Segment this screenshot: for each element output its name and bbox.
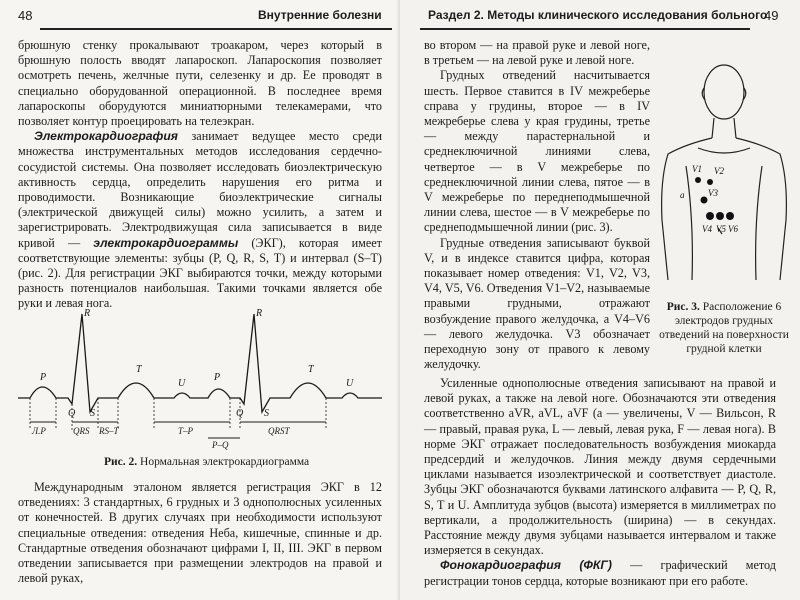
figure2-caption: Рис. 2. Нормальная электрокардиограмма: [104, 456, 310, 468]
head-outline: [704, 65, 744, 119]
term-phonocardiography: Фонокардиография (ФКГ): [440, 558, 612, 573]
ecg-interval-tp: T–P: [178, 426, 194, 436]
ecg-label-s: S: [90, 408, 95, 419]
right-page-number: 49: [764, 8, 779, 23]
paragraph-leads: Международным эталоном является регистрация ЭКГ в 12 отведениях: 3 стандартных, 6 грудных и 3 однополюсных усиленных от конечностей. В других случаях при необходимости используют специальные отведения: отведения Неба, кишечные, спинные и др. Стандартные отведения обозначают цифрами I, II, III. ЭКГ в первом отведении записывается при размещении электродов на правой и левой руках,: [18, 480, 382, 586]
paragraph-lead-notation: Грудные отведения записывают буквой V, и в индексе ставится цифра, которая показывает номер отведения: V1, V2, V3, V4, V5, V6. Отведения V1–V2, называемые правыми грудными, отражают возбуждение правого желудочка, а V4–V6 — левого желудочка. V3 обозначает переходную зону от правого к левому желудочку.: [424, 235, 650, 372]
ecg-label-t2: T: [308, 364, 314, 375]
ecg-interval-p: Л.P: [32, 426, 46, 436]
electrode-v6: [726, 212, 734, 220]
ecg-label-t: T: [136, 364, 142, 375]
term-electrocardiogram: электрокардиограммы: [93, 235, 239, 250]
label-v1: V1: [692, 164, 702, 174]
ecg-interval-pq: P–Q: [212, 440, 229, 450]
paragraph-phonocardiography: Фонокардиография (ФКГ) — графический метод регистрации тонов сердца, которые возникают при его работе.: [424, 558, 776, 588]
label-v5: V5: [716, 224, 726, 234]
left-text-top: [18, 38, 382, 312]
right-running-head: Раздел 2. Методы клинического исследования больного: [428, 8, 768, 22]
label-v2: V2: [714, 166, 724, 176]
paragraph-chest-leads: Грудных отведений насчитывается шесть. Первое ставится в IV межреберье справа у грудины, второе — в IV межреберье слева у края грудины, третье — между парастернальной и среднеключичной линиями слева, четвертое — в V межреберье по среднеключичной линии слева, пятое — в V межреберье по переднеподмышечной линии слева, шестое — в V межреберье по среднеподмышечной линии (рис. 3).: [424, 68, 650, 235]
paragraph-augmented-leads: Усиленные однополюсные отведения записывают на правой и левой руках, а также на левой ноге. Обозначаются эти отведения соответственно aVR, aVL, aVF (a — увеличены, V — Вильсон, R — правый, правая рука, L — левый, левая рука, F — левая нога). В норме ЭКГ отражает последовательность возбуждения миокарда предсердий и желудочков. Линия между двумя сердечными циклами называется изоэлектрической и соответствует диастоле. Зубцы ЭКГ обозначаются буквами латинского алфавита — P, Q, R, S, T и U. Амплитуда зубцов (высота) измеряется в миллиметрах по вертикали, а продолжительность (ширина) — в секундах. Расстояние между двумя зубцами называется интервалом и также измеряется в секундах.: [424, 376, 776, 558]
electrode-v4: [706, 212, 714, 220]
ecg-label-s2: S: [264, 408, 269, 419]
ecg-label-u: U: [178, 378, 186, 389]
ecg-trace: [18, 314, 382, 412]
ecg-label-r: R: [84, 308, 91, 319]
torso-figure: [656, 50, 792, 294]
paragraph-ecg: Электрокардиография занимает ведущее место среди множества инструментальных методов исследования сердечно-сосудистой системы. Она позволяет исследовать биоэлектрическую активность сердца, определить нарушения его ритма и проводимости. Возникающие биоэлектрические сигналы (электрической движущей силы) можно усилить, а затем и зарегистрировать. Электродвижущая сила записывается в виде кривой — электрокардиограммы (ЭКГ), которая имеет соответствующие элементы: зубцы (P, Q, R, S, T) и интервал (S–T) (рис. 2). Для регистрации ЭКГ выбираются точки, между которыми разность потенциалов наибольшая. Такими точками является обе руки и левая нога.: [18, 129, 383, 311]
ecg-label-u2: U: [346, 378, 354, 389]
figure3-caption: Рис. 3. Расположение 6 электродов грудных отведений на поверхности грудной клетки: [659, 301, 789, 355]
left-header-rule: [40, 28, 392, 30]
right-text-bottom: [424, 376, 776, 589]
right-page: [400, 0, 800, 600]
ecg-label-q2: Q: [236, 408, 244, 419]
electrode-v1: [695, 177, 701, 183]
term-electrocardiography: Электрокардиография: [34, 129, 178, 144]
right-header-rule: [420, 28, 750, 30]
label-v6: V6: [728, 224, 738, 234]
left-running-head: Внутренние болезни: [258, 8, 382, 22]
left-text-bottom: [18, 480, 382, 586]
electrode-v2: [707, 179, 713, 185]
ecg-interval-qrst: QRST: [268, 426, 290, 436]
ecg-label-p: P: [40, 372, 47, 383]
label-v4: V4: [702, 224, 712, 234]
ecg-figure: [18, 300, 382, 450]
label-a: a: [680, 190, 685, 200]
ecg-interval-qrs: QRS: [73, 426, 90, 436]
ecg-label-r2: R: [256, 308, 263, 319]
left-page-number: 48: [18, 8, 33, 23]
ecg-interval-rst: RS–T: [99, 426, 119, 436]
right-text-column: [424, 38, 650, 372]
label-v3: V3: [708, 188, 718, 198]
paragraph-leads-cont: во втором — на правой руке и левой ноге, в третьем — на левой руке и левой ноге.: [424, 38, 650, 68]
electrode-v3: [701, 197, 708, 204]
paragraph-laparoscopy: брюшную стенку прокалывают троакаром, через который в брюшную полость вводят лапароскоп. Лапароскопия позволяет осмотреть печень, желчные пути, селезенку и др. Ее проводят в специально оборудованной операционной. В последнее время лапароскопы оборудуются миниатюрными телекамерами, что позволяет контур проецировать на телеэкран.: [18, 38, 382, 129]
ecg-label-p2: P: [214, 372, 221, 383]
ecg-label-q: Q: [68, 408, 76, 419]
electrode-v5: [716, 212, 724, 220]
